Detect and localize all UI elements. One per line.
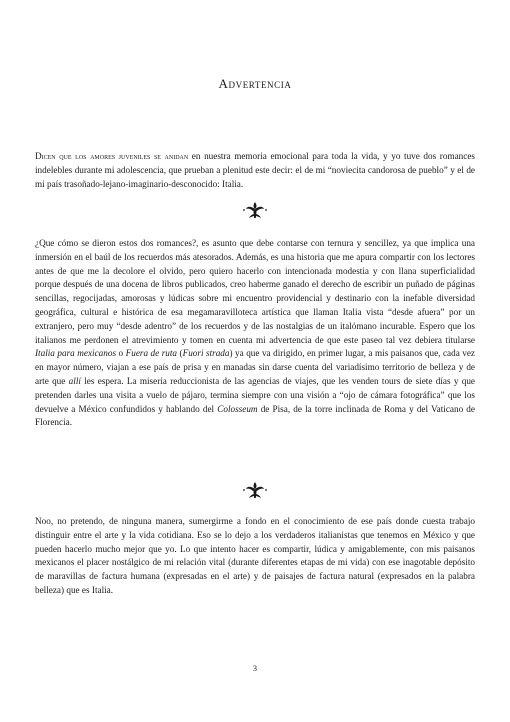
- paragraph-main: [35, 237, 475, 430]
- text-run: de Pisa, de la torre inclinada de Roma y del Vaticano de Florencia.: [35, 403, 475, 428]
- paragraph-intro-text: en nuestra memoria emocional para toda la vida, y yo tuve dos romances indelebles durante mi adolescencia, que prueban a plenitud este decir: el de mi “noviecita candorosa de pueblo” y el de mi país trasoñado-lejano-imaginario-desconocido: Italia.: [35, 151, 475, 189]
- text-run: les espera. La miseria reduccionista de las agencias de viajes, que les venden tours de siete días y que pretenden darles una visita a vuelo de pájaro, termina siempre con una visión a “ojo de cámara fotográfica” que los devuelve a México confundidos y hablando del: [35, 375, 475, 414]
- text-run: (: [177, 348, 183, 359]
- text-run: o: [116, 348, 126, 359]
- italic-word: allí: [68, 375, 81, 386]
- italic-title: Fuera de ruta: [125, 348, 178, 359]
- paragraph-intro: [35, 150, 475, 191]
- italic-title: Italia para mexicanos: [35, 348, 117, 359]
- text-run: ) ya que va dirigido, en primer lugar, a mis paisanos que, cada vez en mayor número, viajan a ese país de prisa y en manadas sin darse cuenta del variadísimo territorio de belleza y de arte que: [35, 348, 476, 386]
- italic-title: Fuori strada: [182, 348, 230, 359]
- fleur-ornament-icon: [240, 481, 270, 501]
- small-caps-lead: Dicen que los amores juveniles se anidan: [35, 151, 189, 161]
- paragraph-closing: Noo, no pretendo, de ninguna manera, sumergirme a fondo en el conocimiento de ese país donde cuesta trabajo distinguir entre el arte y la vida cotidiana. Eso se lo dejo a los verdaderos italianistas que tenemos en México y que pueden hacerlo mucho mejor que yo. Lo que intento hacer es compartir, lúdica y amigablemente, con mis paisanos mexicanos el placer nostálgico de mi relación vital (durante diferentes etapas de mi vida) con ese inagotable depósito de maravillas de factura humana (expresadas en el arte) y de paisajes de factura natural (expresados en la palabra belleza) que es Italia.: [35, 516, 475, 595]
- page-number: 3: [253, 664, 257, 673]
- italic-word: Colosseum: [217, 403, 258, 414]
- text-run: ¿Que cómo se dieron estos dos romances?, es asunto que debe contarse con ternura y sencillez, ya que implica una inmersión en el baúl de los recuerdos más atesorados. Además, es una historia que me apura compartir con los lectores antes de que me la decolore el olvido, pero quiero hacerlo con intencionada modestia y con llana superficialidad porque después de una docena de libros publicados, creo haberme ganado el derecho de escribir un puñado de páginas sencillas, regocijadas, amorosas y lúdicas sobre mi encuentro providencial y destinario con la inefable diversidad geográfica, cultural e histórica de esa megamaravilloteca artística que llaman Italia vista “desde afuera” por un extranjero, pero muy “desde adentro” de los recuerdos y de las nostalgias de un italómano incurable. Espero que los italianos me perdonen el atrevimiento y tomen en cuenta mi advertencia de que este paseo tal vez debiera titularse: [35, 238, 475, 345]
- page-title: Advertencia: [218, 76, 292, 91]
- fleur-ornament-icon: [240, 201, 270, 221]
